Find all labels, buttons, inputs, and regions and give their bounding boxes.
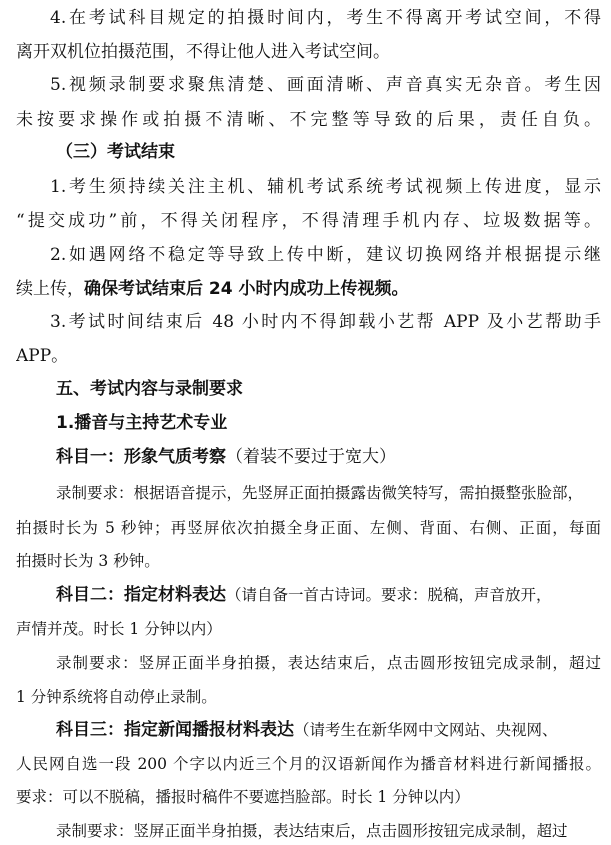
paragraph-text: 续上传，	[16, 278, 84, 299]
paragraph-line: 4.在考试科目规定的拍摄时间内，考生不得离开考试空间，不得	[50, 8, 601, 28]
subject-title: 科目三：指定新闻播报材料表达	[56, 720, 294, 741]
subsection-heading: 1.播音与主持艺术专业	[56, 413, 228, 434]
subject-title: 科目一：形象气质考察	[56, 446, 226, 467]
subject-line	[56, 445, 601, 471]
paragraph-line: 2.如遇网络不稳定等导致上传中断，建议切换网络并根据提示继	[50, 245, 601, 266]
subject-note: （着装不要过于宽大）	[226, 446, 396, 467]
subject-title: 科目二：指定材料表达	[56, 584, 226, 605]
paragraph-line: “提交成功”前，不得关闭程序，不得清理手机内存、垃圾数据等。	[16, 210, 601, 231]
paragraph-line: 1 分钟系统将自动停止录制。	[16, 687, 217, 706]
paragraph-line: 未按要求操作或拍摄不清晰、不完整等导致的后果，责任自负。	[16, 109, 601, 130]
paragraph-line: 拍摄时长为 3 秒钟。	[16, 552, 160, 571]
paragraph-line: 人民网自选一段 200 个字以内近三个月的汉语新闻作为播音材料进行新闻播报。	[16, 754, 601, 773]
section-heading: 五、考试内容与录制要求	[56, 379, 243, 400]
paragraph-line: 录制要求：竖屏正面半身拍摄，表达结束后，点击圆形按钮完成录制，超过	[56, 653, 601, 672]
paragraph-line: 1.考生须持续关注主机、辅机考试系统考试视频上传进度，显示	[50, 176, 601, 197]
paragraph-line: 要求：可以不脱稿，播报时稿件不要遮挡脸部。时长 1 分钟以内）	[16, 788, 470, 807]
paragraph-line: 离开双机位拍摄范围，不得让他人进入考试空间。	[16, 41, 390, 62]
paragraph-line: 拍摄时长为 5 秒钟；再竖屏依次拍摄全身正面、左侧、背面、右侧、正面，每面	[16, 518, 601, 537]
emphasis-text: 确保考试结束后 24 小时内成功上传视频。	[84, 278, 409, 299]
section-heading: （三）考试结束	[56, 142, 175, 163]
subject-note: （请自备一首古诗词。要求：脱稿，声音放开，	[226, 585, 552, 604]
subject-note: （请考生在新华网中文网站、央视网、	[294, 721, 558, 740]
paragraph-line: APP。	[16, 345, 69, 366]
paragraph-line-mixed	[16, 277, 601, 303]
paragraph-line: 录制要求：竖屏正面半身拍摄，表达结束后，点击圆形按钮完成录制，超过	[56, 822, 568, 840]
paragraph-line: 录制要求：根据语音提示，先竖屏正面拍摄露齿微笑特写，需拍摄整张脸部，	[56, 484, 584, 503]
paragraph-line: 3.考试时间结束后 48 小时内不得卸载小艺帮 APP 及小艺帮助手	[50, 312, 601, 333]
paragraph-line: 5.视频录制要求聚焦清楚、画面清晰、声音真实无杂音。考生因	[50, 75, 601, 96]
subject-line	[56, 718, 601, 744]
paragraph-line: 声情并茂。时长 1 分钟以内）	[16, 620, 222, 639]
subject-line	[56, 583, 601, 609]
